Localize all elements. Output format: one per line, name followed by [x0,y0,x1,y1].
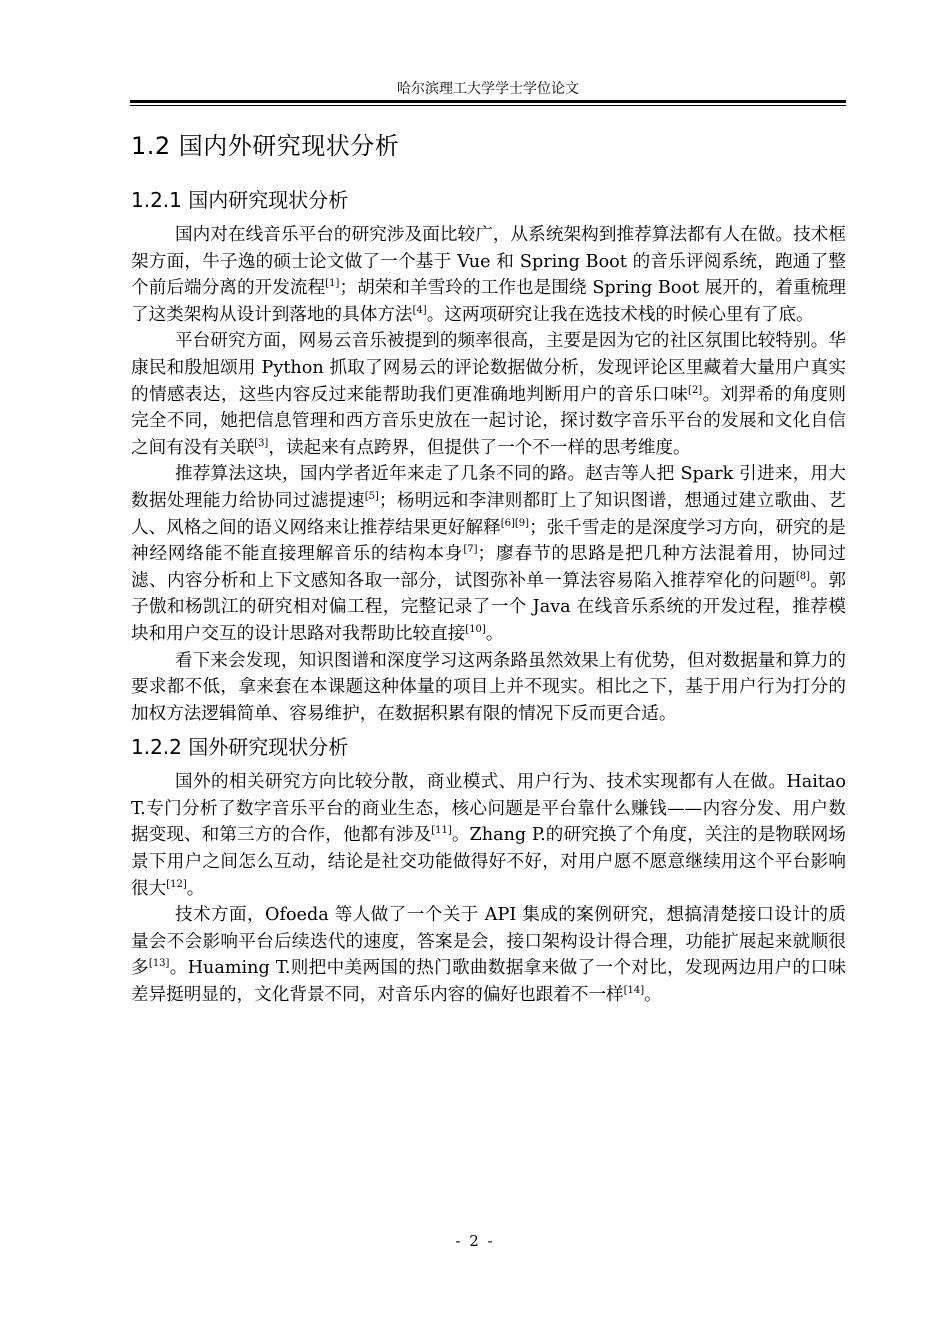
paragraph [131,769,846,902]
page-number: - 2 - [455,1232,495,1250]
citation-marker: [8] [795,570,811,582]
paragraph-text: ；廖春节的思路是把几种方法混着用，协同过滤、内容分析和上下文感知各取一部分，试图弥补单一算法容易陷入推荐窄化的问题 [131,544,846,591]
paragraph-text: ；张千雪走的是深度学习方向，研究的是神经网络能不能直接理解音乐的结构本身 [131,517,846,565]
paragraph-text: 。郭子傲和杨凯江的研究相对偏工程，完整记录了一个 Java 在线音乐系统的开发过程，推荐模块和用户交互的设计思路对我帮助比较直接 [131,570,846,644]
paragraph [131,222,846,328]
paragraph-text: 国内对在线音乐平台的研究涉及面比较广，从系统架构到推荐算法都有人在做。技术框架方面，牛子逸的硕士论文做了一个基于 Vue 和 Spring Boot 的音乐评阅系统，跑通了整个前后端分离的开发流程 [131,225,846,299]
citation-marker: [5] [364,490,379,502]
paragraph-text: 看下来会发现，知识图谱和深度学习这两条路虽然效果上有优势，但对数据量和算力的要求都不低，拿来套在本课题这种体量的项目上并不现实。相比之下，基于用户行为打分的加权方法逻辑简单、容易维护，在数据积累有限的情况下反而更合适。 [131,650,846,724]
header-rule-thick [130,100,846,103]
citation-marker: [10] [465,623,486,635]
header-rule-thin [130,105,846,106]
citation-marker: [7] [463,544,478,556]
citation-marker: [1] [325,278,340,290]
citation-marker: [4] [412,304,427,316]
running-header: 哈尔滨理工大学学士学位论文 [397,81,579,97]
paragraph-text: ；胡荣和羊雪玲的工作也是围绕 Spring Boot 展开的，着重梳理了这类架构从设计到落地的具体方法 [131,278,846,325]
paragraph [131,328,846,461]
subsection-heading-domestic: 1.2.1 国内研究现状分析 [131,188,349,212]
paragraph-text: 技术方面，Ofoeda 等人做了一个关于 API 集成的案例研究，想搞清楚接口设计的质量会不会影响平台后续迭代的速度，答案是会，接口架构设计得合理，功能扩展起来就顺很多 [131,905,846,979]
subsection-heading-foreign: 1.2.2 国外研究现状分析 [131,735,349,760]
paragraph-text: 。刘羿希的角度则完全不同，她把信息管理和西方音乐史放在一起讨论，探讨数字音乐平台的发展和文化自信之间有没有关联 [131,384,846,458]
paragraph-text: 。这两项研究让我在选技术栈的时候心里有了底。 [426,304,814,325]
paragraph-text: 。Huaming T.则把中美两国的热门歌曲数据拿来做了一个对比，发现两边用户的口味差异挺明显的，文化背景不同，对音乐内容的偏好也跟着不一样 [131,958,846,1006]
section-heading: 1.2 国内外研究现状分析 [131,132,400,160]
main-content [131,128,846,1009]
citation-marker: [11] [431,825,452,837]
paragraph [131,902,846,1008]
paragraph-text: ；杨明远和李津则都盯上了知识图谱，想通过建立歌曲、艺人、风格之间的语义网络来让推荐结果更好解释 [131,490,846,538]
citation-marker: [14] [623,985,645,997]
citation-marker: [6][9] [500,517,530,529]
paragraph [131,648,846,728]
paragraph-text: 。Zhang P.的研究换了个角度，关注的是物联网场景下用户之间怎么互动，结论是社交功能做得好不好，对用户愿不愿意继续用这个平台影响很大 [131,825,846,899]
paragraph-text: 。 [485,623,504,644]
citation-marker: [2] [688,384,703,396]
paragraph-text: 平台研究方面，网易云音乐被提到的频率很高，主要是因为它的社区氛围比较特别。华康民和殷旭颂用 Python 抓取了网易云的评论数据做分析，发现评论区里藏着大量用户真实的情感表达，这些内容反过来能帮助我们更准确地判断用户的音乐口味 [131,331,846,405]
paragraph [131,461,846,647]
citation-marker: [12] [166,878,187,890]
citation-marker: [13] [148,958,170,970]
paragraph-text: 国外的相关研究方向比较分散，商业模式、用户行为、技术实现都有人在做。Haitao T.专门分析了数字音乐平台的商业生态，核心问题是平台靠什么赚钱——内容分发、用户数据变现、和第三方的合作，他都有涉及 [131,772,846,846]
paragraph-text: 推荐算法这块，国内学者近年来走了几条不同的路。赵吉等人把 Spark 引进来，用大数据处理能力给协同过滤提速 [131,464,846,511]
paragraph-text: ，读起来有点跨界，但提供了一个不一样的思考维度。 [268,437,691,458]
citation-marker: [3] [254,437,269,449]
paragraph-text: 。 [186,878,205,899]
paragraph-text: 。 [644,985,662,1006]
